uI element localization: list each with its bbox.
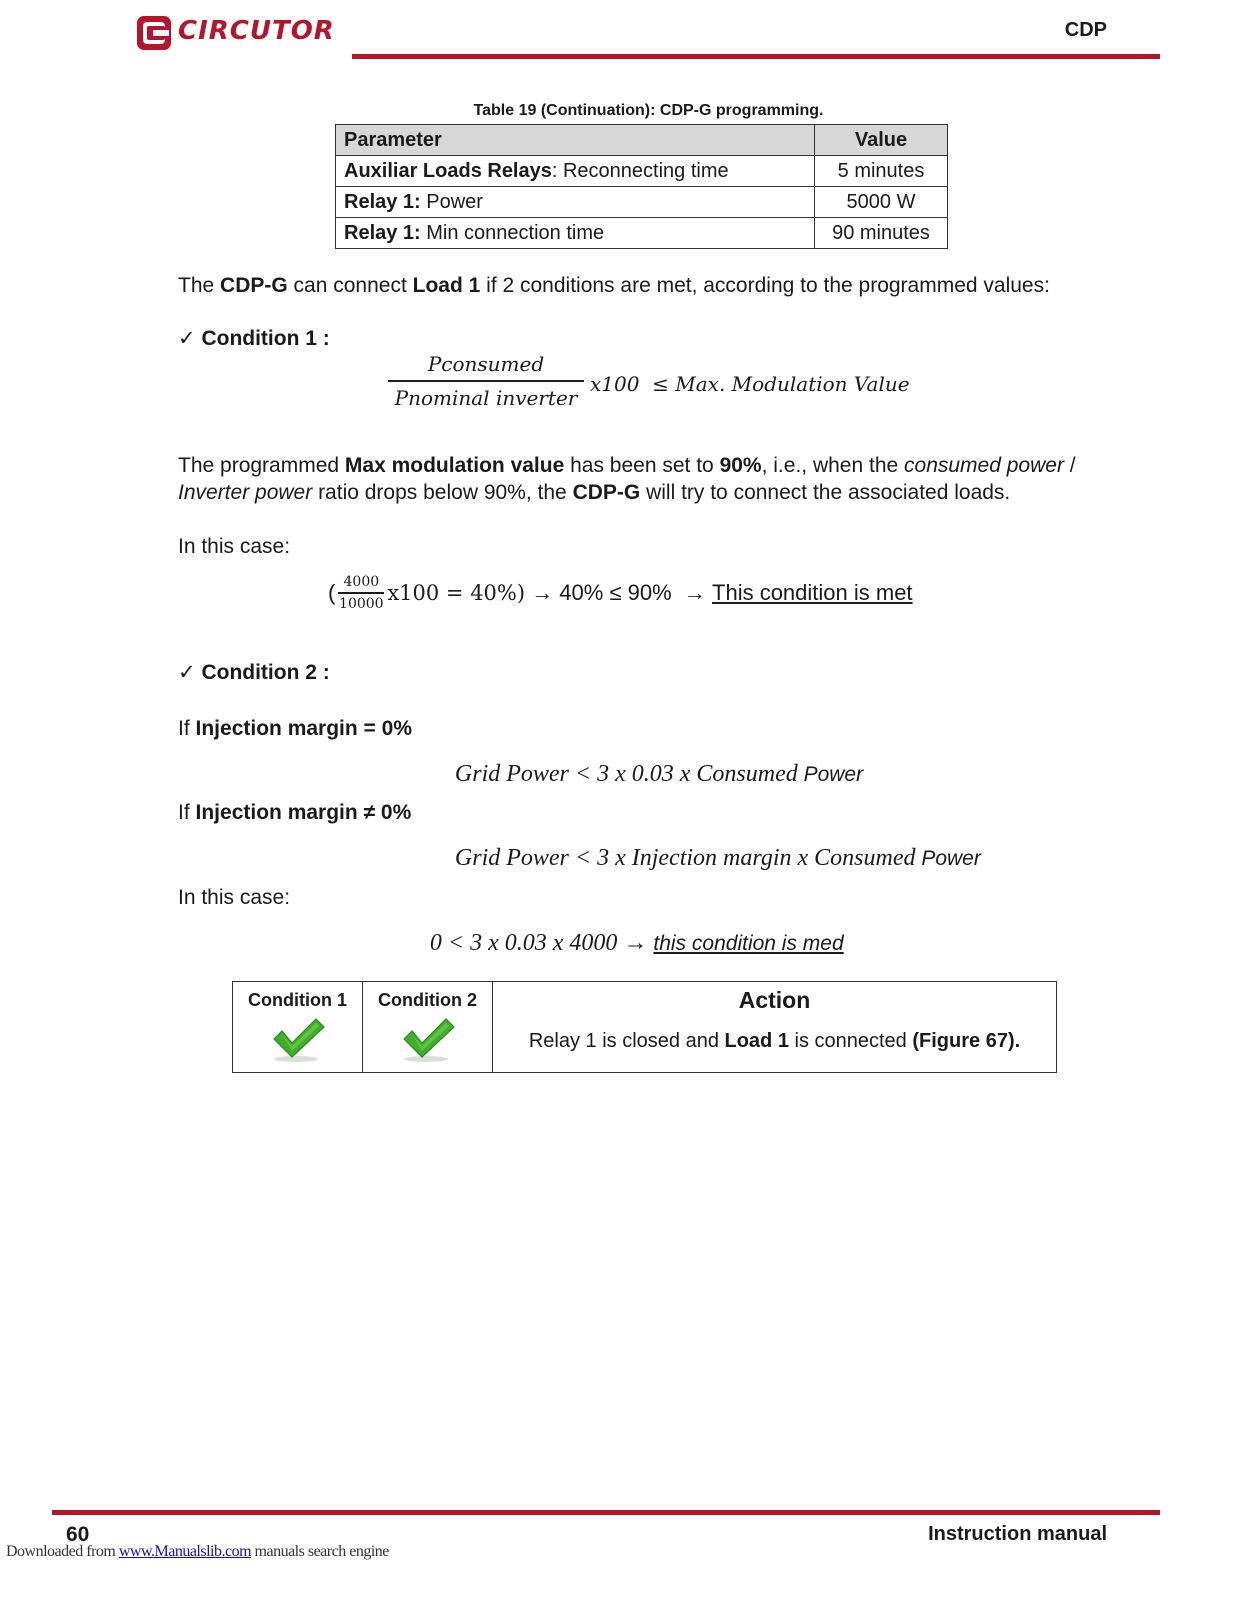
- example-denominator: 10000: [339, 595, 384, 612]
- if-injection-nonzero: If Injection margin ≠ 0%: [178, 801, 412, 824]
- example-fraction: [338, 574, 384, 611]
- modulation-formula-rhs: x100 ≤ Max. Modulation Value: [590, 372, 910, 396]
- example-conclusion: This condition is met: [712, 580, 913, 605]
- table-caption: Table 19 (Continuation): CDP-G programming.: [473, 102, 824, 119]
- brand-name: CIRCUTOR: [178, 16, 335, 46]
- footer-title: Instruction manual: [928, 1523, 1107, 1545]
- condition-2-example: 0 < 3 x 0.03 x 4000 → this condition is med: [429, 930, 844, 956]
- value-cell: 5 minutes: [815, 156, 948, 187]
- column-header-parameter: Parameter: [336, 125, 815, 156]
- fraction-denominator: Pnominal inverter: [394, 385, 578, 410]
- open-paren: (: [328, 580, 336, 605]
- modulation-paragraph: The programmed Max modulation value has been set to 90%, i.e., when the consumed power / Inverter power ratio drops below 90%, the CDP-G will try to connect the associated loads.: [178, 454, 1076, 504]
- action-description: Relay 1 is closed and Load 1 is connected (Figure 67).: [528, 1030, 1021, 1052]
- column-header-value: Value: [815, 125, 948, 156]
- intro-paragraph: The CDP-G can connect Load 1 if 2 conditions are met, according to the programmed values:: [178, 274, 1050, 297]
- table-header-row: [336, 125, 948, 156]
- condition-1-example: [328, 568, 913, 618]
- action-title: Action: [738, 987, 811, 1013]
- page-number: 60: [66, 1523, 90, 1546]
- action-cell: [493, 982, 1057, 1073]
- result-table: [232, 981, 1057, 1073]
- case-label: In this case:: [178, 535, 291, 558]
- case-label-2: In this case:: [178, 886, 291, 909]
- parameter-cell: Relay 1: Power: [336, 187, 815, 218]
- table-row: [336, 218, 948, 249]
- product-name: CDP: [1064, 19, 1107, 41]
- value-cell: 5000 W: [815, 187, 948, 218]
- checkmark-icon: [268, 1015, 328, 1063]
- condition-1-cell: [233, 982, 363, 1073]
- header-divider: [352, 54, 1160, 59]
- table-row: [336, 156, 948, 187]
- modulation-formula-fraction: [388, 352, 584, 410]
- if-injection-zero: If Injection margin = 0%: [178, 717, 412, 740]
- condition-1-label: Condition 1: [248, 990, 347, 1010]
- fraction-numerator: Pconsumed: [427, 352, 545, 376]
- parameter-cell: Relay 1: Min connection time: [336, 218, 815, 249]
- download-notice: Downloaded from www.Manualslib.com manuals search engine: [6, 1543, 389, 1560]
- parameter-cell: Auxiliar Loads Relays: Reconnecting time: [336, 156, 815, 187]
- check-icon: ✓: [178, 327, 196, 350]
- example-numerator: 4000: [343, 574, 380, 591]
- table-row: [336, 187, 948, 218]
- condition-2-cell: [363, 982, 493, 1073]
- value-cell: 90 minutes: [815, 218, 948, 249]
- programming-table: [335, 124, 948, 249]
- condition-2-heading: ✓ Condition 2 :: [178, 661, 330, 684]
- example-expression: x100 = 40%): [387, 581, 526, 605]
- check-icon: ✓: [178, 661, 196, 684]
- formula-injection-nonzero: Grid Power < 3 x Injection margin x Consumed Power: [454, 845, 981, 871]
- condition-2-label: Condition 2: [378, 990, 477, 1010]
- checkmark-icon: [398, 1015, 458, 1063]
- manualslib-link[interactable]: www.Manualslib.com: [118, 1543, 252, 1560]
- formula-injection-zero: Grid Power < 3 x 0.03 x Consumed Power: [454, 761, 864, 787]
- condition-1-heading: ✓ Condition 1 :: [178, 327, 330, 350]
- example-result: → 40% ≤ 90% →: [525, 580, 713, 605]
- footer-divider: [52, 1510, 1160, 1515]
